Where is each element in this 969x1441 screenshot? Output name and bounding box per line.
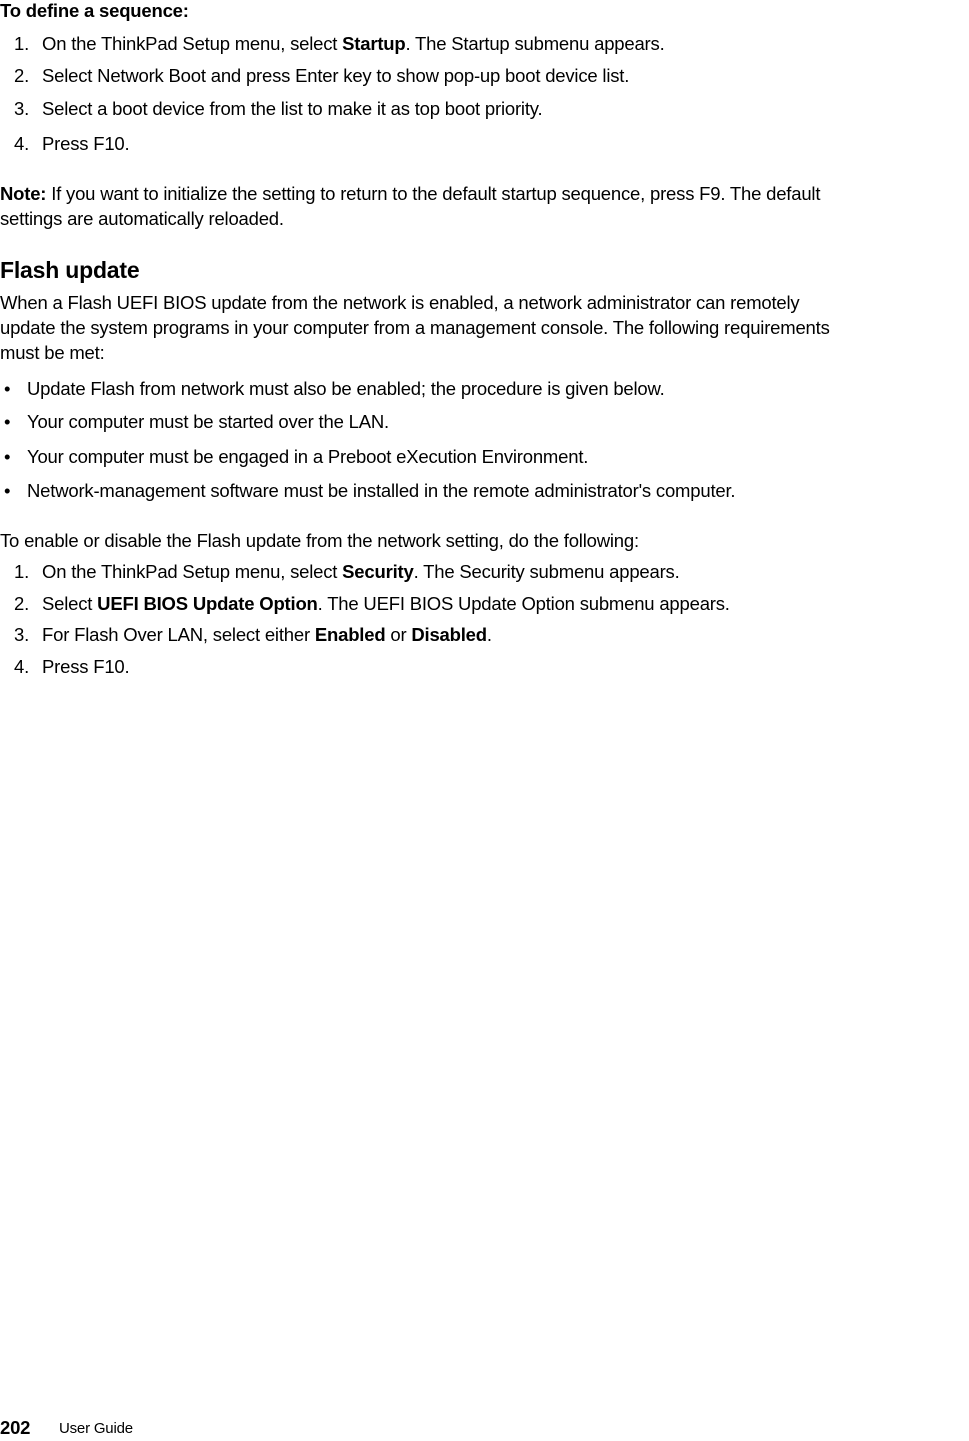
step-text: For Flash Over LAN, select either Enabled or Disabled.: [42, 624, 492, 645]
flash-update-heading: Flash update: [0, 257, 140, 283]
step-text: Select Network Boot and press Enter key to show pop-up boot device list.: [42, 65, 630, 86]
intro-paragraph: When a Flash UEFI BIOS update from the network is enabled, a network administrator can remotely update the system programs in your computer from a management console. The following requirements must be met:: [0, 292, 830, 363]
step-text: On the ThinkPad Setup menu, select Security. The Security submenu appears.: [42, 561, 680, 582]
step-number: 2.: [14, 593, 30, 614]
sequence-heading: To define a sequence:: [0, 0, 189, 21]
step-number: 2.: [14, 65, 30, 86]
note-label: Note:: [0, 183, 47, 204]
step-text: Select UEFI BIOS Update Option. The UEFI BIOS Update Option submenu appears.: [42, 593, 730, 614]
step-text: Press F10.: [42, 656, 130, 677]
step-number: 1.: [14, 561, 30, 582]
lead-paragraph: To enable or disable the Flash update from the network setting, do the following:: [0, 530, 639, 551]
step-text: Select a boot device from the list to make it as top boot priority.: [42, 98, 543, 119]
step-text: On the ThinkPad Setup menu, select Startup. The Startup submenu appears.: [42, 33, 665, 54]
step-number: 3.: [14, 98, 30, 119]
step-number: 3.: [14, 624, 30, 645]
step-number: 4.: [14, 133, 30, 154]
document-title: User Guide: [59, 1420, 133, 1437]
bullet-text: Update Flash from network must also be enabled; the procedure is given below.: [27, 378, 665, 399]
page-number: 202: [0, 1417, 31, 1438]
step-number: 1.: [14, 33, 30, 54]
bullet-icon: •: [4, 480, 11, 501]
bullet-icon: •: [4, 378, 11, 399]
note-paragraph: Note: If you want to initialize the setting to return to the default startup sequence, press F9. The default settings are automatically reloaded.: [0, 183, 821, 229]
bullet-text: Network-management software must be installed in the remote administrator's computer.: [27, 480, 736, 501]
step-number: 4.: [14, 656, 30, 677]
bullet-icon: •: [4, 411, 11, 432]
bullet-icon: •: [4, 446, 11, 467]
bullet-text: Your computer must be started over the LAN.: [27, 411, 389, 432]
bullet-text: Your computer must be engaged in a Preboot eXecution Environment.: [27, 446, 589, 467]
step-text: Press F10.: [42, 133, 130, 154]
